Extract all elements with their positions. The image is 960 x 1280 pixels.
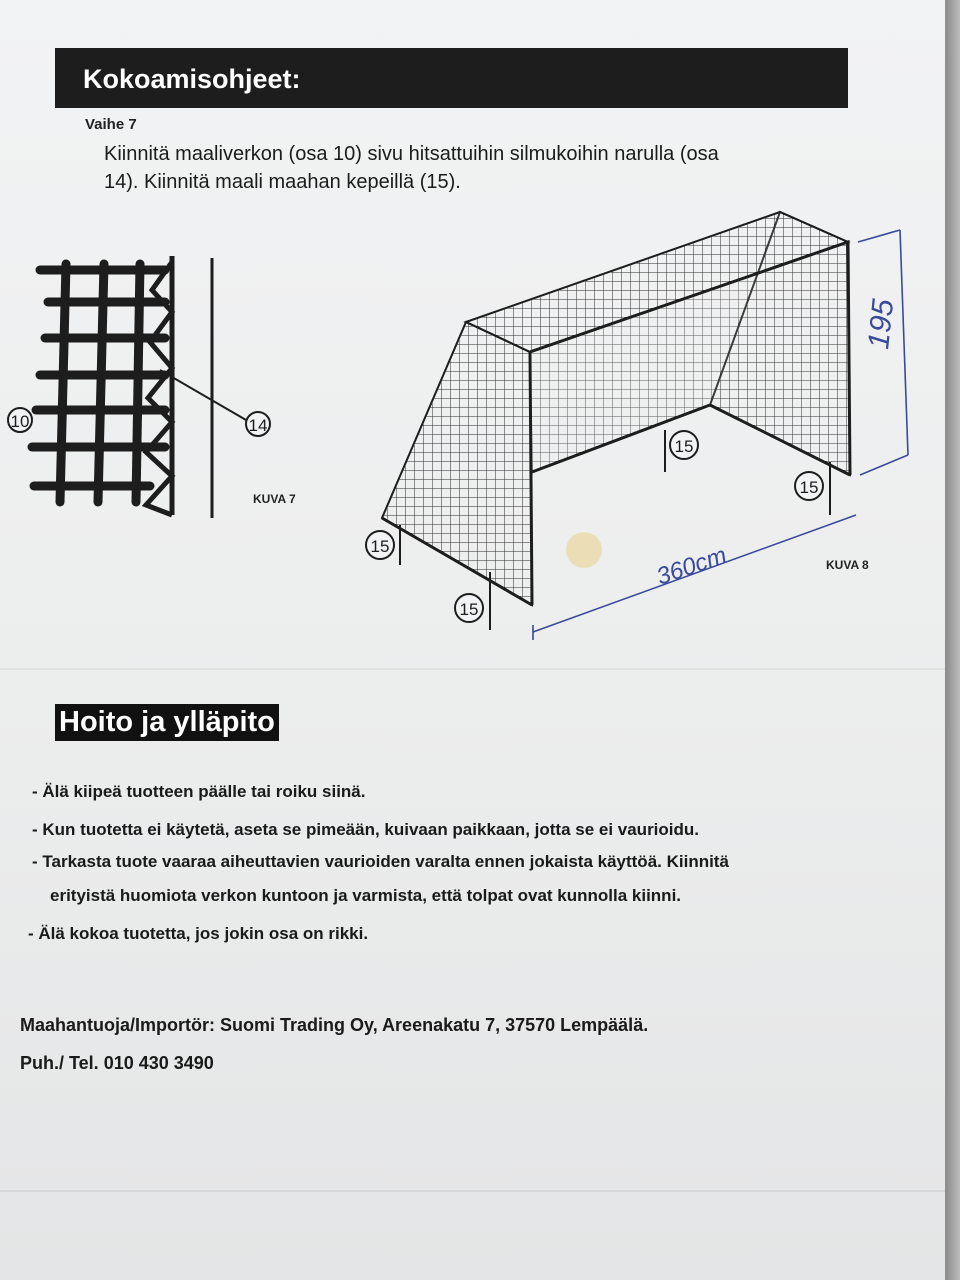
maintenance-title: Hoito ja ylläpito xyxy=(55,704,279,741)
importer-line xyxy=(20,1015,648,1036)
height-annotation: 195 xyxy=(862,297,901,351)
phone-label: Puh./ Tel. xyxy=(20,1053,99,1073)
phone-line xyxy=(20,1053,214,1074)
figure-8-goal xyxy=(360,200,920,650)
part-15-label: 15 xyxy=(370,537,390,556)
phone-number: 010 430 3490 xyxy=(103,1053,214,1073)
importer-label: Maahantuoja/Importör: xyxy=(20,1015,216,1035)
part-10-label: 10 xyxy=(10,412,30,431)
paper-stain xyxy=(566,532,602,568)
list-item: - Älä kiipeä tuotteen päälle tai roiku siinä. xyxy=(32,782,366,801)
paper-fold xyxy=(0,1190,945,1192)
net-mesh xyxy=(32,264,165,502)
list-item: - Tarkasta tuote vaaraa aiheuttavien vaurioiden varalta ennen jokaista käyttöä. Kiinnitä xyxy=(32,852,729,871)
paper-fold xyxy=(0,668,945,670)
step-text-line: Kiinnitä maaliverkon (osa 10) sivu hitsattuihin silmukoihin narulla (osa xyxy=(104,143,719,165)
step-text-line: 14). Kiinnitä maali maahan kepeillä (15). xyxy=(104,171,461,193)
part-14-label: 14 xyxy=(248,416,268,435)
list-item: - Kun tuotetta ei käytetä, aseta se pimeään, kuivaan paikkaan, jotta se ei vaurioidu. xyxy=(32,820,700,839)
part-15-label: 15 xyxy=(674,437,694,456)
rope-lacing xyxy=(146,256,172,515)
importer-text: Suomi Trading Oy, Areenakatu 7, 37570 Lempäälä. xyxy=(220,1015,649,1035)
part-15-label: 15 xyxy=(799,478,819,497)
list-item: - Älä kokoa tuotetta, jos jokin osa on rikki. xyxy=(28,924,369,943)
step-label: Vaihe 7 xyxy=(85,116,137,133)
width-annotation: 360cm xyxy=(653,541,731,591)
part-15-label: 15 xyxy=(459,600,479,619)
page-title: Kokoamisohjeet: xyxy=(55,48,848,108)
figure-7-caption: KUVA 7 xyxy=(253,492,296,506)
figure-8-caption: KUVA 8 xyxy=(826,558,869,572)
list-item: erityistä huomiota verkon kuntoon ja varmista, että tolpat ovat kunnolla kiinni. xyxy=(50,886,682,905)
step-instructions xyxy=(104,140,844,196)
figure-7-net-detail xyxy=(0,250,300,530)
